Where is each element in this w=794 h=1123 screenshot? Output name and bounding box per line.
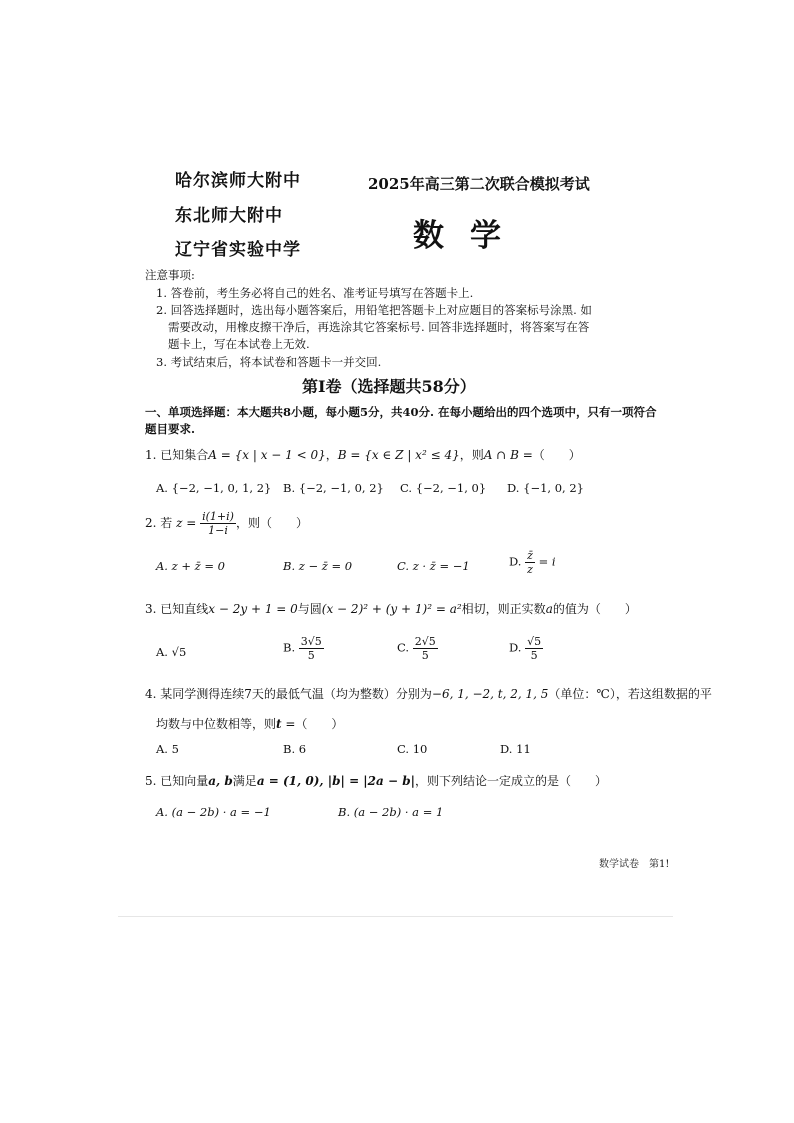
q2-option-c[interactable]: C. z · z̄ = −1 xyxy=(397,559,470,573)
q5-option-a[interactable]: A. (a − 2b) · a = −1 xyxy=(156,805,271,819)
q3-option-d-label: D. xyxy=(509,640,522,655)
q2-option-d-den: z xyxy=(527,563,533,576)
question-1 xyxy=(145,446,581,463)
q2-fraction xyxy=(200,510,236,537)
q3-option-c-label: C. xyxy=(397,640,410,655)
question-5 xyxy=(145,772,607,789)
part1-instruction-line1: 一、单项选择题：本大题共8小题，每小题5分，共40分. 在每小题给出的四个选项中，只有一项符合 xyxy=(145,405,657,419)
q3-option-b-label: B. xyxy=(283,640,296,655)
q1-option-b[interactable]: B. {−2, −1, 0, 2} xyxy=(283,481,384,495)
page-footer: 数学试卷 第1! xyxy=(599,859,670,870)
q5-condition: a = (1, 0), |b| = |2a − b| xyxy=(256,774,415,788)
notice-item-2-cont: 需要改动，用橡皮擦干净后，再选涂其它答案标号. 回答非选择题时，将答案写在答 xyxy=(168,320,590,334)
q2-prefix: 2. 若 xyxy=(145,516,173,530)
q3-prefix: 3. 已知直线 xyxy=(145,602,209,616)
q3-circle: (x − 2)² + (y + 1)² = a² xyxy=(321,602,462,616)
q4-option-a[interactable]: A. 5 xyxy=(156,742,179,756)
q2-option-d-label: D. xyxy=(509,554,522,569)
q5-prefix: 5. 已知向量 xyxy=(145,774,209,788)
q3-option-d-num: √5 xyxy=(527,635,542,648)
q2-denominator: 1−i xyxy=(208,524,228,537)
question-3 xyxy=(145,600,637,617)
q3-option-b-fraction xyxy=(299,635,324,662)
q4-option-b[interactable]: B. 6 xyxy=(283,742,307,756)
q4-var: t xyxy=(276,717,282,731)
q5-mid: 满足 xyxy=(232,774,257,788)
notice-item-2: 2. 回答选择题时，选出每小题答案后，用铅笔把答题卡上对应题目的答案标号涂黑. 如 xyxy=(156,303,592,317)
q3-var: a xyxy=(545,602,553,616)
q2-option-d-num: z̄ xyxy=(527,549,533,562)
school-name-1: 哈尔滨师大附中 xyxy=(175,171,301,191)
q3-option-b-den: 5 xyxy=(307,649,315,662)
q4-option-c[interactable]: C. 10 xyxy=(397,742,428,756)
q2-option-b[interactable]: B. z − z̄ = 0 xyxy=(283,559,353,573)
notice-item-3: 3. 考试结束后，将本试卷和答题卡一并交回. xyxy=(156,355,382,369)
q3-option-c-num: 2√5 xyxy=(414,635,436,648)
q3-line: x − 2y + 1 = 0 xyxy=(208,602,298,616)
q3-option-b[interactable] xyxy=(283,635,324,662)
q3-option-d-den: 5 xyxy=(530,649,538,662)
q4-option-d[interactable]: D. 11 xyxy=(500,742,531,756)
q3-option-d[interactable] xyxy=(509,635,543,662)
q2-option-d[interactable] xyxy=(509,549,556,576)
q2-suffix: ，则（ ） xyxy=(235,516,308,530)
q1-sep: ， xyxy=(325,448,338,462)
q2-option-d-rhs: = i xyxy=(538,554,556,569)
q1-set-a: A = {x | x − 1 < 0} xyxy=(208,448,326,462)
q3-option-d-fraction xyxy=(525,635,543,662)
q5-option-b[interactable]: B. (a − 2b) · a = 1 xyxy=(338,805,444,819)
q4-line1-prefix: 4. 某同学测得连续7天的最低气温（均为整数）分别为 xyxy=(145,687,432,701)
q4-data: −6, 1, −2, t, 2, 1, 5 xyxy=(431,687,549,701)
q3-option-c[interactable] xyxy=(397,635,438,662)
exam-title: 2025年高三第二次联合模拟考试 xyxy=(368,175,590,193)
q2-numerator: i(1+i) xyxy=(202,510,234,523)
q3-suffix1: 相切，则正实数 xyxy=(461,602,546,616)
q3-option-a[interactable]: A. √5 xyxy=(156,645,187,659)
q3-suffix2: 的值为（ ） xyxy=(552,602,637,616)
question-2 xyxy=(145,510,308,537)
q3-option-b-num: 3√5 xyxy=(300,635,322,648)
q2-option-a[interactable]: A. z + z̄ = 0 xyxy=(156,559,225,573)
q2-option-d-fraction xyxy=(525,549,535,576)
section-title: 第Ⅰ卷（选择题共58分） xyxy=(302,377,476,396)
school-name-3: 辽宁省实验中学 xyxy=(175,240,301,260)
q3-option-c-den: 5 xyxy=(421,649,429,662)
question-4-line2 xyxy=(156,715,343,732)
notice-heading: 注意事项: xyxy=(145,268,195,282)
q3-mid: 与圆 xyxy=(297,602,322,616)
subject-title: 数学 xyxy=(413,218,527,254)
school-name-2: 东北师大附中 xyxy=(175,206,283,226)
q4-line2-prefix: 均数与中位数相等，则 xyxy=(156,717,277,731)
q5-suffix: ，则下列结论一定成立的是（ ） xyxy=(414,774,607,788)
notice-item-1: 1. 答卷前，考生务必将自己的姓名、准考证号填写在答题卡上. xyxy=(156,286,474,300)
q1-option-c[interactable]: C. {−2, −1, 0} xyxy=(400,481,487,495)
q4-line2-suffix: =（ ） xyxy=(281,717,344,731)
q1-mid: ，则 xyxy=(459,448,484,462)
q1-prefix: 1. 已知集合 xyxy=(145,448,209,462)
q1-option-a[interactable]: A. {−2, −1, 0, 1, 2} xyxy=(156,481,272,495)
question-4-line1 xyxy=(145,685,712,702)
q5-vectors: a, b xyxy=(208,774,233,788)
page-divider xyxy=(118,916,673,917)
q1-paren: （ ） xyxy=(532,448,581,462)
q4-line1-suffix: （单位：℃），若这组数据的平 xyxy=(548,687,712,701)
notice-item-2-cont2: 题卡上，写在本试卷上无效. xyxy=(168,337,310,351)
q1-option-d[interactable]: D. {−1, 0, 2} xyxy=(507,481,584,495)
q3-option-c-fraction xyxy=(413,635,438,662)
q1-expr: A ∩ B = xyxy=(483,448,533,462)
part1-instruction-line2: 题目要求. xyxy=(145,422,196,436)
q1-set-b: B = {x ∈ Z | x² ≤ 4} xyxy=(337,448,460,462)
q2-lhs: z = xyxy=(176,516,197,530)
